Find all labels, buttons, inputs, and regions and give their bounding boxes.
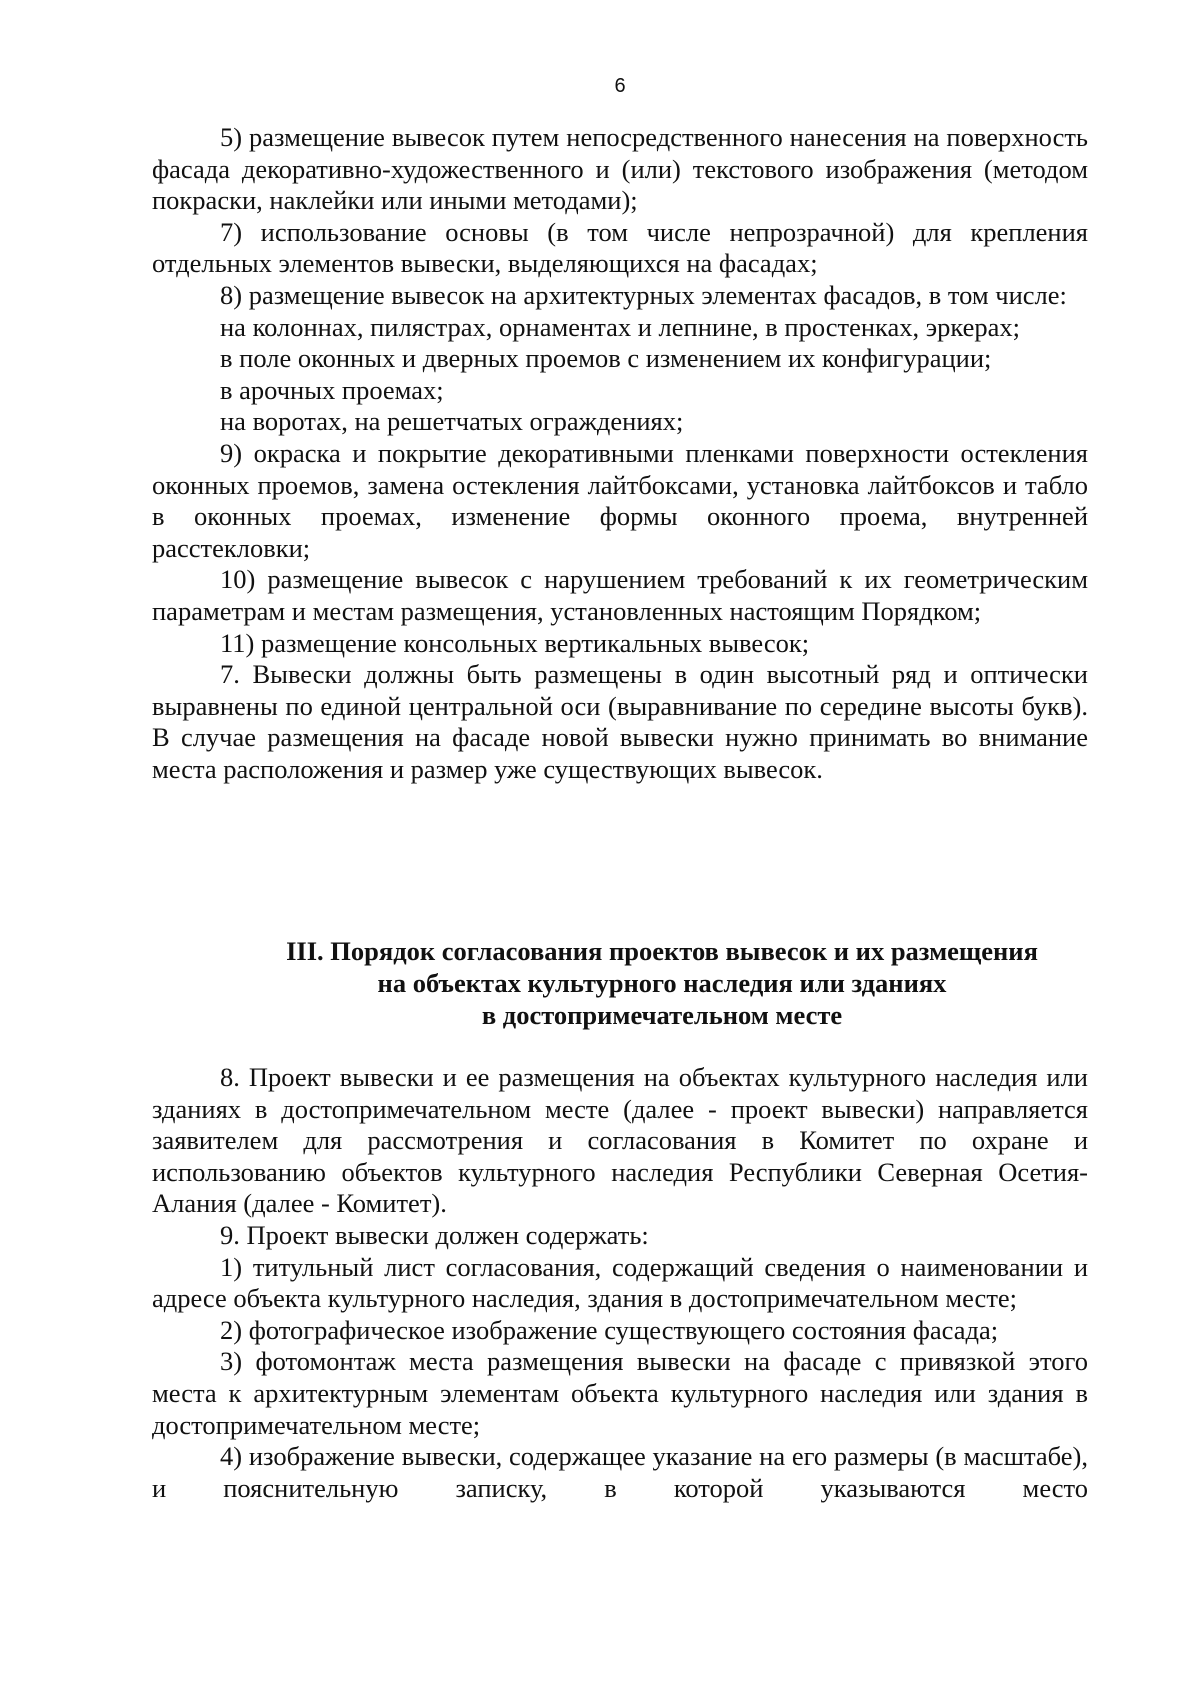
section-heading bbox=[152, 935, 1172, 1031]
paragraph-clause-9-item-2: 2) фотографическое изображение существующего состояния фасада; bbox=[220, 1314, 999, 1345]
paragraph-item-8: 8) размещение вывесок на архитектурных элементах фасадов, в том числе: bbox=[220, 279, 1067, 310]
paragraph-clause-9-item-1: 1) титульный лист согласования, содержащий сведения о наименовании и адресе объекта культурного наследия, здания в достопримечательном месте; bbox=[152, 1251, 1088, 1314]
page-number: 6 bbox=[614, 75, 626, 97]
sub-item-arches: в арочных проемах; bbox=[220, 374, 444, 405]
paragraph-clause-8: 8. Проект вывески и ее размещения на объектах культурного наследия или зданиях в достопримечательном месте (далее - проект вывески) направляется заявителем для рассмотрения и согласования в Комитет по охране и использованию объектов культурного наследия Республики Северная Осетия-Алания (далее - Комитет). bbox=[152, 1062, 1088, 1219]
paragraph-clause-9-item-4: 4) изображение вывески, содержащее указание на его размеры (в масштабе), и пояснительную записку, в которой указываются место bbox=[152, 1441, 1088, 1503]
section-heading-line-3: в достопримечательном месте bbox=[481, 1000, 843, 1030]
section-heading-line-1: III. Порядок согласования проектов вывесок и их размещения bbox=[286, 936, 1038, 966]
sub-item-columns: на колоннах, пилястрах, орнаментах и лепнине, в простенках, эркерах; bbox=[220, 311, 1021, 342]
sub-item-gates: на воротах, на решетчатых ограждениях; bbox=[220, 406, 684, 437]
paragraph-clause-9: 9. Проект вывески должен содержать: bbox=[220, 1219, 649, 1250]
paragraph-item-11: 11) размещение консольных вертикальных вывесок; bbox=[220, 627, 810, 658]
sub-item-window-field: в поле оконных и дверных проемов с изменением их конфигурации; bbox=[220, 343, 992, 374]
prohibited-placements-list bbox=[152, 122, 1088, 785]
paragraph-item-5: 5) размещение вывесок путем непосредственного нанесения на поверхность фасада декоративно-художественного и (или) текстового изображения (методом покраски, наклейки или иными методами); bbox=[152, 122, 1088, 216]
paragraph-clause-7: 7. Вывески должны быть размещены в один высотный ряд и оптически выравнены по единой центральной оси (выравнивание по середине высоты букв). В случае размещения на фасаде новой вывески нужно принимать во внимание места расположения и размер уже существующих вывесок. bbox=[152, 659, 1088, 784]
paragraph-item-10: 10) размещение вывесок с нарушением требований к их геометрическим параметрам и местам размещения, установленных настоящим Порядком; bbox=[152, 564, 1088, 626]
paragraph-clause-9-item-3: 3) фотомонтаж места размещения вывески на фасаде с привязкой этого места к архитектурным элементам объекта культурного наследия или здания в достопримечательном месте; bbox=[152, 1346, 1088, 1440]
section-heading-line-2: на объектах культурного наследия или зданиях bbox=[377, 968, 947, 998]
paragraph-item-7: 7) использование основы (в том числе непрозрачной) для крепления отдельных элементов вывески, выделяющихся на фасадах; bbox=[152, 216, 1088, 279]
approval-procedure bbox=[152, 1062, 1088, 1504]
paragraph-item-9: 9) окраска и покрытие декоративными пленками поверхности остекления оконных проемов, замена остекления лайтбоксами, установка лайтбоксов и табло в оконных проемах, изменение формы оконного проема, внутренней расстекловки; bbox=[152, 437, 1088, 563]
